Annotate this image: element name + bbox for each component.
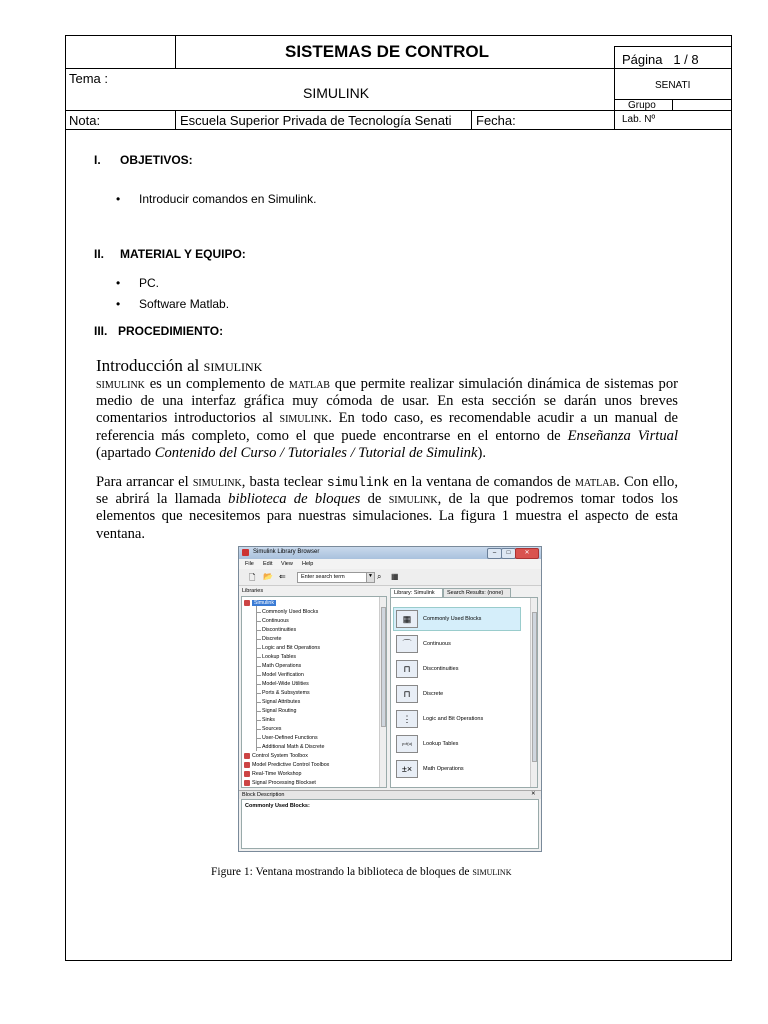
tree-item-label: Lookup Tables (262, 654, 297, 660)
tree-item-label: Discrete (262, 636, 282, 642)
text-run: , de la que podremos tomar todos los elementos que necesitemos para nuestras simulaciones. La figura 1 muestra el aspecto de esta ventana. (96, 491, 678, 542)
search-placeholder: Enter search term (301, 574, 345, 580)
tree-item-label: Signal Routing (262, 708, 297, 714)
text-run: Para arrancar el (96, 474, 193, 490)
block-list (390, 597, 538, 788)
block-icon: ⊓ (396, 660, 418, 678)
libraries-label: Libraries (242, 588, 264, 594)
text-run: . En todo caso, es recomendable acudir a un manual de referencia más completo, como el que puede encontrarse en el entorno de (96, 410, 678, 444)
text-run: , basta teclear (241, 474, 327, 490)
caption-text: Figure 1: Ventana mostrando la biblioteca de bloques de (211, 866, 473, 878)
header-divider (471, 110, 472, 129)
list-item: Introducir comandos en Simulink. (139, 192, 317, 206)
library-icon (244, 753, 250, 759)
text-run: de (360, 491, 389, 508)
search-dropdown-icon: ▼ (366, 572, 375, 583)
figure-caption (211, 866, 511, 878)
block-label: Logic and Bit Operations (423, 716, 484, 722)
page-number: Página 1 / 8 (622, 52, 699, 67)
tree-item-label: Discontinuities (262, 627, 297, 633)
block-description-text: Commonly Used Blocks: (245, 803, 310, 809)
section-title: MATERIAL Y EQUIPO: (120, 247, 246, 261)
block-icon: ▦ (396, 610, 418, 628)
header-divider (65, 129, 732, 130)
simulink-term: simulink (192, 474, 242, 490)
tree-item-label: User-Defined Functions (262, 735, 318, 741)
simulink-command: simulink (326, 475, 390, 490)
block-label: Continuous (423, 641, 451, 647)
pin-icon: ⇐ (279, 572, 286, 581)
tree-item-label: Commonly Used Blocks (262, 609, 319, 615)
block-icon: ±× (396, 760, 418, 778)
tree-item-label: Model Predictive Control Toolbox (252, 762, 330, 768)
italic-term: biblioteca de bloques (228, 491, 361, 508)
intro-paragraph-2 (96, 474, 678, 543)
nota-label: Nota: (69, 113, 101, 128)
close-icon: ✕ (531, 791, 536, 797)
tree-item-label: Math Operations (262, 663, 302, 669)
lab-label: Lab. Nº (622, 114, 656, 125)
section-title: OBJETIVOS: (120, 153, 193, 167)
open-icon: 📂 (263, 572, 273, 581)
header-divider (614, 46, 615, 129)
tab-library-label: Library: Simulink (394, 590, 435, 596)
tree-item-label: Simulink (254, 600, 275, 606)
block-icon: ⌒ (396, 635, 418, 653)
text-run: en la ventana de comandos de (389, 474, 575, 490)
tema-label: Tema : (69, 71, 109, 86)
institution-label: SENATI (655, 80, 691, 91)
section-title: PROCEDIMIENTO: (118, 324, 224, 338)
scrollbar-thumb (381, 607, 386, 727)
binoculars-icon: ⌕ (377, 572, 382, 581)
text-run: . Con ello, se abrirá la llamada (96, 474, 678, 508)
block-icon: ⋮ (396, 710, 418, 728)
fecha-label: Fecha: (476, 113, 516, 128)
text-run: que permite realizar simulación dinámica de sistemas por medio de una interfaz gráfica muy cómoda de usar. En esta sección se darán unos breves comentarios introductorios al (96, 376, 678, 427)
toolbar (239, 569, 541, 586)
window-title: Simulink Library Browser (253, 549, 320, 555)
tree-item-label: Logic and Bit Operations (262, 645, 321, 651)
header-divider (672, 99, 673, 110)
tree-item-label: Real-Time Workshop (252, 771, 302, 777)
tree-vertical-line (256, 606, 257, 751)
block-label: Commonly Used Blocks (423, 616, 482, 622)
italic-term: Contenido del Curso / Tutoriales / Tutorial de Simulink (154, 444, 478, 461)
simulink-logo-icon (242, 549, 249, 556)
grupo-label: Grupo (628, 100, 656, 111)
simulink-term: simulink (279, 410, 329, 427)
tree-item-label: Model Verification (262, 672, 304, 678)
simulink-library-browser-screenshot (238, 546, 542, 852)
header-divider (175, 110, 176, 129)
block-label: Discontinuities (423, 666, 459, 672)
tree-item-label: Sources (262, 726, 282, 732)
menu-edit: Edit (263, 561, 273, 567)
bullet: • (116, 276, 121, 290)
subject-title: SIMULINK (303, 85, 370, 101)
block-description-label: Block Description (242, 792, 285, 798)
maximize-icon: □ (501, 548, 516, 559)
library-icon (244, 780, 250, 786)
grid-icon: ▦ (391, 572, 399, 581)
simulink-term: simulink (388, 491, 438, 508)
tab-search-label: Search Results: (none) (447, 590, 504, 596)
tree-item-label: Signal Attributes (262, 699, 301, 705)
minimize-icon: – (487, 548, 502, 559)
tree-item-label: Ports & Subsystems (262, 690, 310, 696)
menu-file: File (245, 561, 254, 567)
tree-item-label: Signal Processing Blockset (252, 780, 316, 786)
block-description-pane (241, 799, 539, 849)
simulink-term: simulink (96, 376, 145, 392)
block-icon: ⊓ (396, 685, 418, 703)
new-icon: 🗋 (249, 573, 256, 582)
caption-simulink: simulink (472, 866, 512, 878)
search-input (297, 572, 367, 583)
section-number: II. (94, 247, 105, 261)
text-run: (apartado (96, 444, 155, 461)
italic-term: Enseñanza Virtual (567, 427, 678, 444)
menu-view: View (281, 561, 293, 567)
close-icon: ✕ (515, 548, 539, 559)
section-number: III. (94, 324, 108, 338)
tree-item-label: Model-Wide Utilities (262, 681, 309, 687)
document-title: SISTEMAS DE CONTROL (285, 42, 490, 61)
matlab-term: matlab (574, 474, 617, 490)
library-icon (244, 762, 250, 768)
header-divider (614, 46, 732, 47)
block-description-bar (239, 790, 541, 799)
list-item: PC. (139, 276, 160, 290)
bullet: • (116, 192, 121, 206)
intro-paragraph-1 (96, 376, 678, 462)
intro-heading (96, 356, 262, 376)
tree-scrollbar (379, 597, 387, 787)
tree-item-label: Additional Math & Discrete (262, 744, 325, 750)
header-divider (175, 35, 176, 68)
school-name: Escuela Superior Privada de Tecnología Senati (180, 113, 452, 128)
list-item: Software Matlab. (139, 297, 230, 311)
matlab-term: matlab (288, 376, 330, 392)
header-divider (65, 68, 732, 69)
tree-item-label: Sinks (262, 717, 275, 723)
library-icon (244, 600, 250, 606)
scrollbar-thumb (532, 612, 537, 762)
block-icon: y=f(u) (396, 735, 418, 753)
tree-item-label: Continuous (262, 618, 289, 624)
bullet: • (116, 297, 121, 311)
tree-item-label: Control System Toolbox (252, 753, 308, 759)
library-icon (244, 771, 250, 777)
section-number: I. (94, 153, 101, 167)
menu-help: Help (302, 561, 314, 567)
block-label: Math Operations (423, 766, 464, 772)
block-label: Lookup Tables (423, 741, 459, 747)
intro-heading-text: Introducción al (96, 356, 204, 375)
menu-bar (239, 559, 541, 569)
text-run: ). (477, 444, 486, 461)
block-label: Discrete (423, 691, 444, 697)
intro-heading-simulink: simulink (203, 356, 263, 375)
library-tree (241, 596, 387, 788)
text-run: es un complemento de (144, 376, 289, 392)
window-titlebar (239, 547, 541, 559)
blocks-scrollbar (530, 598, 538, 787)
